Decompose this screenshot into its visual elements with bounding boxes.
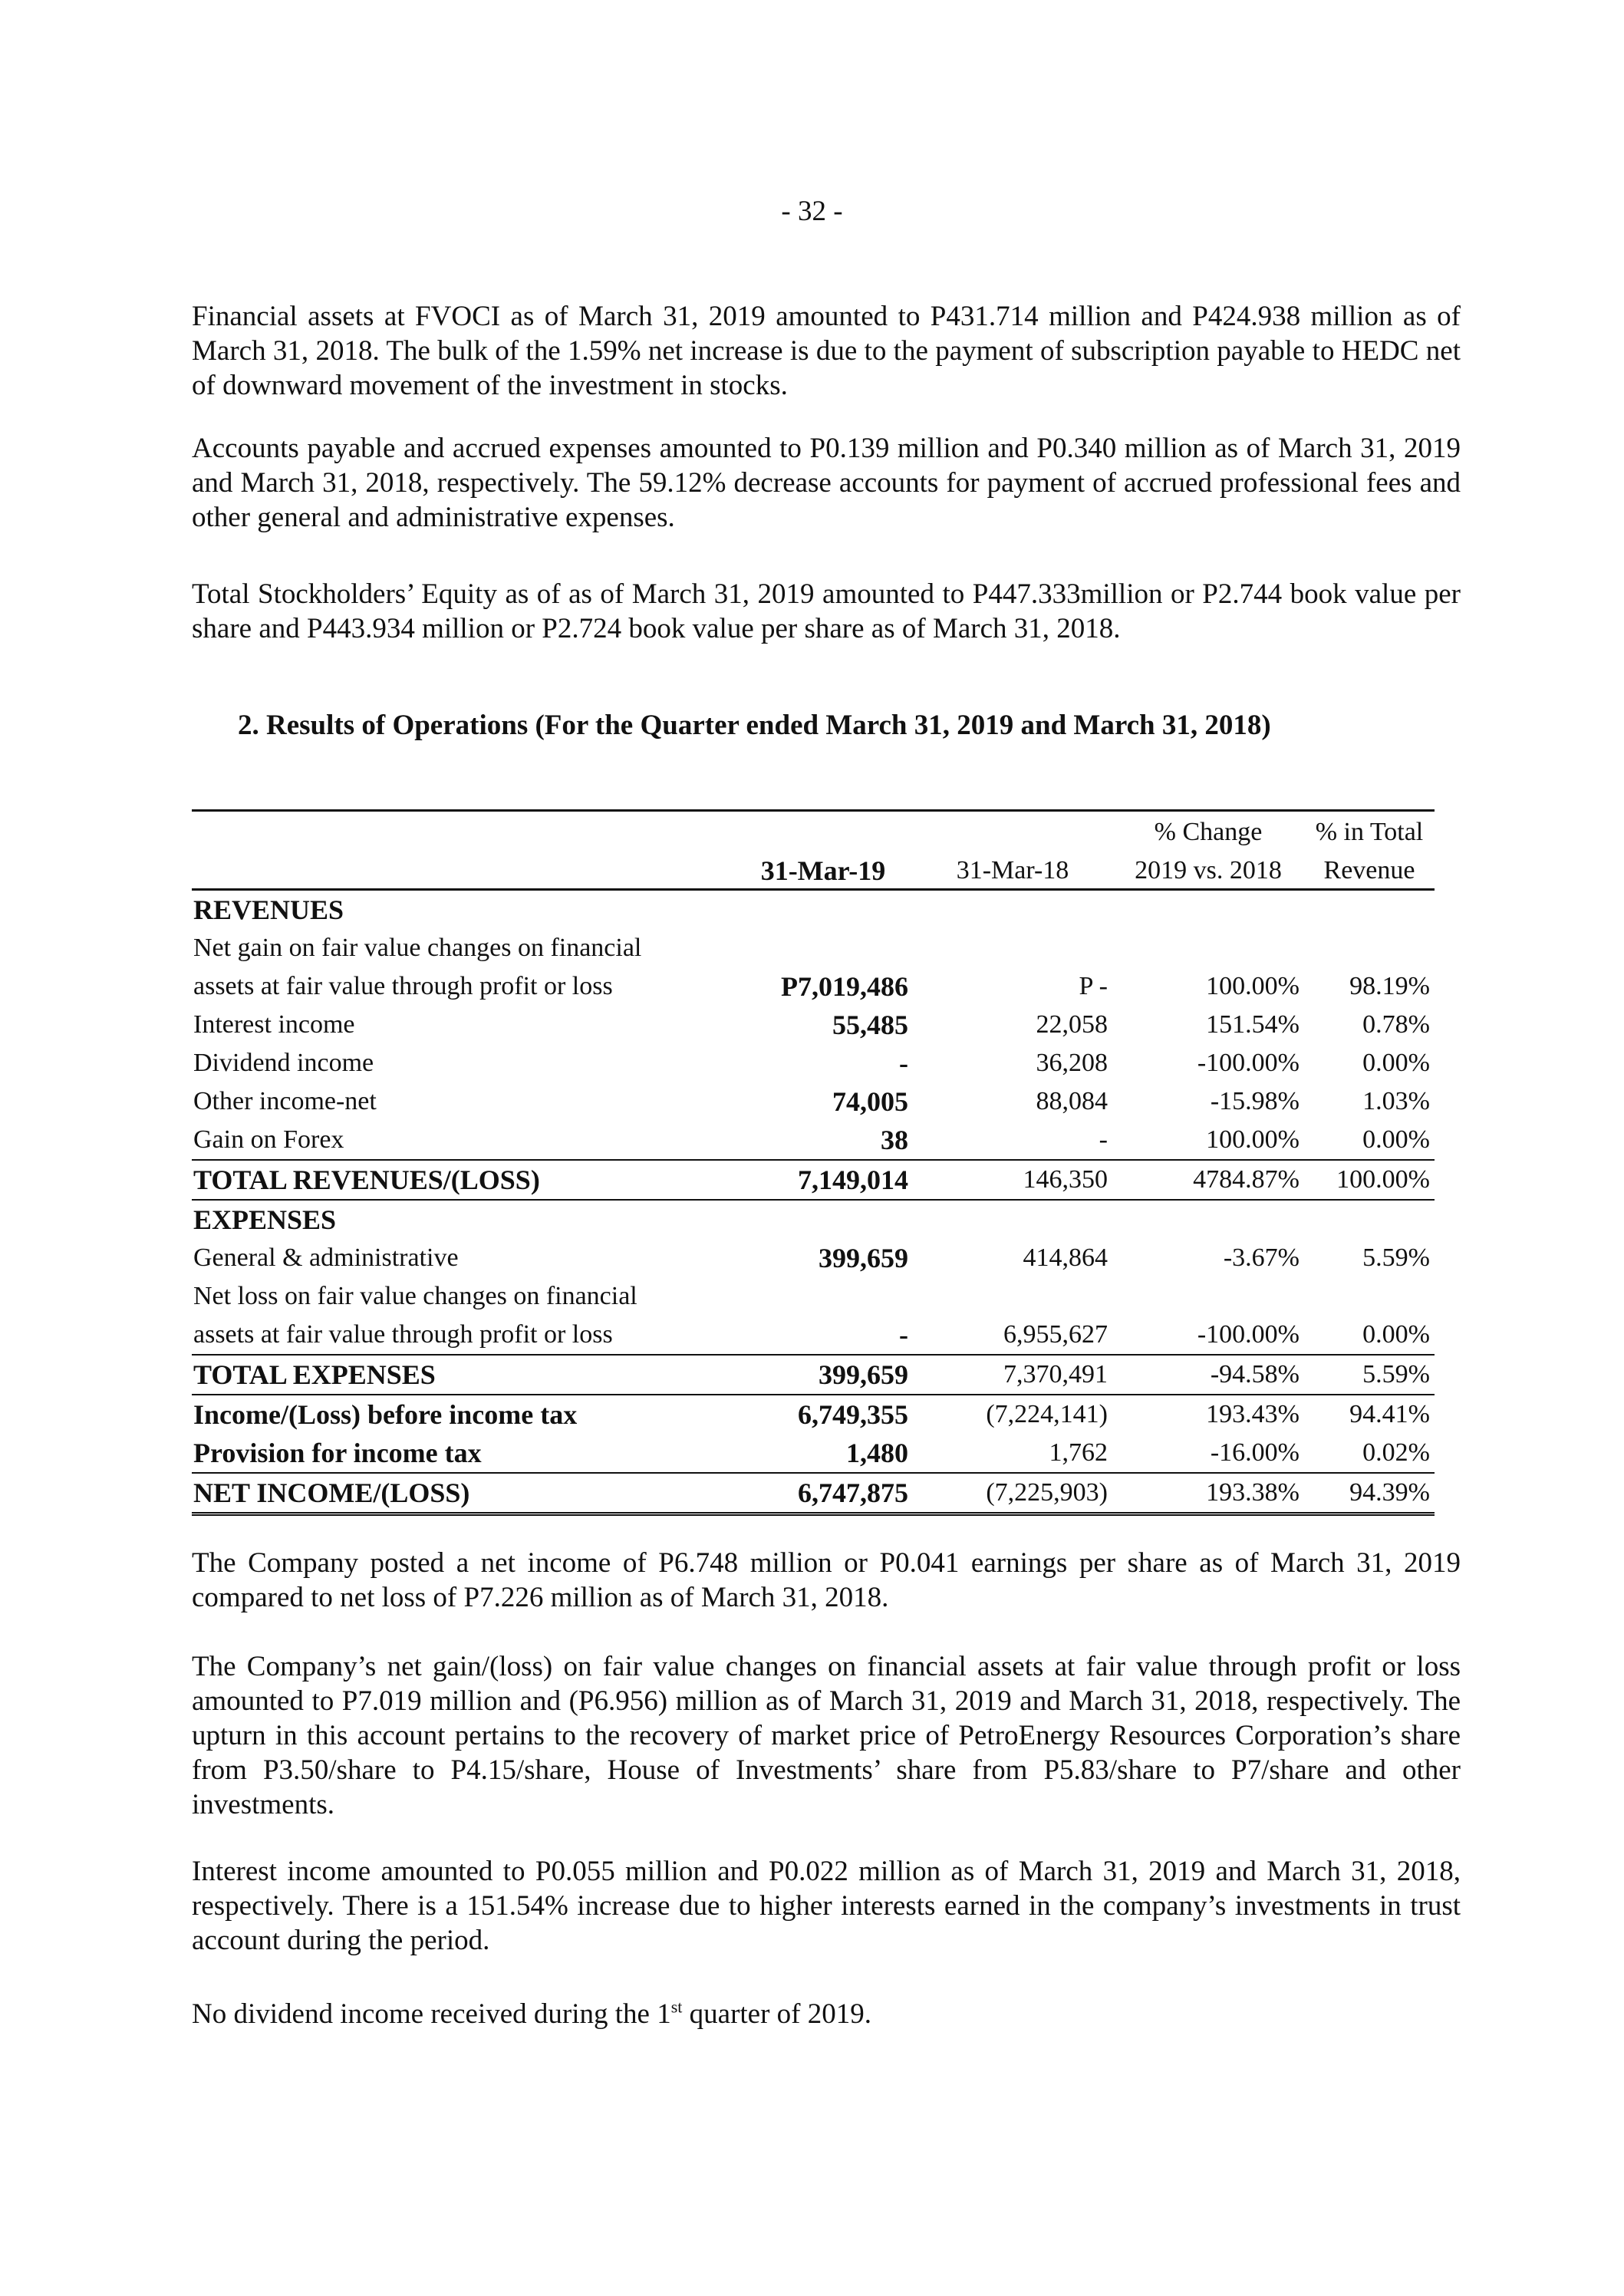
cell-change: -94.58%	[1112, 1355, 1304, 1395]
cell-change: -100.00%	[1112, 1316, 1304, 1355]
cell-current: 74,005	[832, 1086, 908, 1117]
cell-change: -3.67%	[1223, 1244, 1300, 1272]
row-label: Dividend income	[193, 1049, 374, 1077]
cell-change: 193.43%	[1206, 1400, 1300, 1428]
dividend-text-after: quarter of 2019.	[682, 1998, 871, 2030]
table-row	[192, 1082, 1435, 1121]
row-label: NET INCOME/(LOSS)	[192, 1473, 733, 1514]
table-row	[192, 1239, 1435, 1277]
paragraph-net-gain: The Company’s net gain/(loss) on fair value changes on financial assets at fair value through profit or loss amounted to P7.019 million and (P6.956) million as of March 31, 2019 and March 31, 2018, respectively. The upturn in this account pertains to the recovery of market price of PetroEnergy Resources Corporation’s share from P3.50/share to P4.15/share, House of Investments’ share from P5.83/share to P7/share and other investments.	[192, 1651, 1461, 1820]
table-row	[192, 1121, 1435, 1160]
row-label: Net loss on fair value changes on financial	[193, 1282, 637, 1310]
cell-pct: 0.00%	[1304, 1121, 1435, 1160]
cell-current: 38	[733, 1121, 913, 1160]
cell-change: -15.98%	[1210, 1087, 1300, 1115]
cell-pct: 0.78%	[1362, 1010, 1430, 1039]
cell-previous: 88,084	[1036, 1087, 1108, 1115]
page-number: - 32 -	[781, 196, 843, 227]
table-header-row-2	[192, 853, 1435, 890]
table-row	[192, 1277, 1435, 1316]
results-table	[192, 809, 1435, 1516]
dividend-superscript: st	[670, 1997, 683, 2017]
cell-pct: 0.02%	[1304, 1434, 1435, 1473]
cell-current: P7,019,486	[781, 971, 908, 1002]
cell-previous: 36,208	[1036, 1049, 1108, 1077]
table-row-provision	[192, 1434, 1435, 1473]
row-label: TOTAL EXPENSES	[192, 1355, 733, 1395]
paragraph-accounts-payable: Accounts payable and accrued expenses amounted to P0.139 million and P0.340 million as of March 31, 2019 and March 31, 2018, respectively. The 59.12% decrease accounts for payment of accrued professional fees and other general and administrative expenses.	[192, 433, 1461, 533]
cell-current: -	[733, 1316, 913, 1355]
table-row	[192, 1044, 1435, 1082]
cell-pct: 5.59%	[1362, 1244, 1430, 1272]
col-change-header: % Change	[1112, 811, 1304, 854]
cell-current: 55,485	[832, 1010, 908, 1040]
cell-previous: -	[913, 1121, 1112, 1160]
cell-pct: 100.00%	[1304, 1160, 1435, 1200]
cell-pct: 0.00%	[1362, 1049, 1430, 1077]
table-row	[192, 890, 1435, 930]
cell-previous: P -	[1079, 972, 1108, 1000]
row-label: assets at fair value through profit or loss	[192, 1316, 733, 1355]
dividend-text-before: No dividend income received during the 1	[192, 1998, 671, 2030]
table-row	[192, 929, 1435, 967]
table-header-row-1	[192, 811, 1435, 854]
cell-pct: 1.03%	[1362, 1087, 1430, 1115]
paragraph-fvoci: Financial assets at FVOCI as of March 31, 2019 amounted to P431.714 million and P424.938 million as of March 31, 2018. The bulk of the 1.59% net increase is due to the payment of subscription payable to HEDC net of downward movement of the investment in stocks.	[192, 301, 1461, 401]
cell-change: 193.38%	[1112, 1473, 1304, 1514]
cell-previous: 22,058	[1036, 1010, 1108, 1039]
cell-pct: 94.39%	[1304, 1473, 1435, 1514]
cell-pct: 0.00%	[1304, 1316, 1435, 1355]
row-label: Provision for income tax	[192, 1434, 733, 1473]
col-pct-header: % in Total	[1304, 811, 1435, 854]
row-label: Gain on Forex	[192, 1121, 733, 1160]
cell-current: 399,659	[819, 1243, 908, 1273]
cell-current: 7,149,014	[733, 1160, 913, 1200]
table-row-income-before-tax	[192, 1395, 1435, 1434]
cell-previous: 7,370,491	[913, 1355, 1112, 1395]
cell-current: 399,659	[733, 1355, 913, 1395]
paragraph-interest-income: Interest income amounted to P0.055 million and P0.022 million as of March 31, 2019 and March 31, 2018, respectively. There is a 151.54% increase due to higher interests earned in the company’s investments in trust account during the period.	[192, 1856, 1461, 1956]
row-label: assets at fair value through profit or loss	[193, 972, 613, 1000]
paragraph-dividend	[192, 1997, 1461, 2031]
table-row-total-revenues	[192, 1160, 1435, 1200]
cell-change: -100.00%	[1197, 1049, 1300, 1077]
cell-change: 4784.87%	[1112, 1160, 1304, 1200]
table-row	[192, 1006, 1435, 1044]
table-row-net-income	[192, 1473, 1435, 1514]
section-heading: 2. Results of Operations (For the Quarter ended March 31, 2019 and March 31, 2018)	[238, 710, 1271, 741]
col-change-header-2: 2019 vs. 2018	[1112, 853, 1304, 890]
cell-pct: 5.59%	[1304, 1355, 1435, 1395]
paragraph-net-income: The Company posted a net income of P6.748 million or P0.041 earnings per share as of March 31, 2019 compared to net loss of P7.226 million as of March 31, 2018.	[192, 1547, 1461, 1613]
table-row	[192, 1200, 1435, 1239]
col-pct-header-2: Revenue	[1304, 853, 1435, 890]
row-label: Other income-net	[193, 1087, 377, 1115]
table-row	[192, 967, 1435, 1006]
cell-current: 1,480	[733, 1434, 913, 1473]
cell-change: 100.00%	[1206, 972, 1300, 1000]
row-label: Interest income	[193, 1010, 355, 1039]
col-current-header: 31-Mar-19	[733, 853, 913, 890]
row-label: General & administrative	[193, 1244, 459, 1272]
cell-change: 100.00%	[1112, 1121, 1304, 1160]
expenses-label: EXPENSES	[193, 1204, 337, 1235]
revenues-label: REVENUES	[193, 894, 344, 925]
row-label: Income/(Loss) before income tax	[193, 1399, 578, 1430]
row-label: TOTAL REVENUES/(LOSS)	[192, 1160, 733, 1200]
cell-current: 6,749,355	[798, 1399, 908, 1430]
cell-current: -	[899, 1048, 908, 1079]
col-previous-header: 31-Mar-18	[913, 853, 1112, 890]
cell-pct: 94.41%	[1349, 1400, 1430, 1428]
cell-previous: 146,350	[913, 1160, 1112, 1200]
cell-previous: (7,224,141)	[986, 1400, 1108, 1428]
cell-current: 6,747,875	[733, 1473, 913, 1514]
cell-previous: (7,225,903)	[913, 1473, 1112, 1514]
cell-previous: 6,955,627	[913, 1316, 1112, 1355]
table-row	[192, 1316, 1435, 1355]
cell-change: 151.54%	[1206, 1010, 1300, 1039]
table-row-total-expenses	[192, 1355, 1435, 1395]
cell-change: -16.00%	[1112, 1434, 1304, 1473]
cell-pct: 98.19%	[1349, 972, 1430, 1000]
row-label: Net gain on fair value changes on financial	[193, 934, 642, 962]
paragraph-stockholders-equity: Total Stockholders’ Equity as of as of March 31, 2019 amounted to P447.333million or P2.744 book value per share and P443.934 million or P2.724 book value per share as of March 31, 2018.	[192, 578, 1461, 644]
cell-previous: 414,864	[1023, 1244, 1108, 1272]
cell-previous: 1,762	[913, 1434, 1112, 1473]
